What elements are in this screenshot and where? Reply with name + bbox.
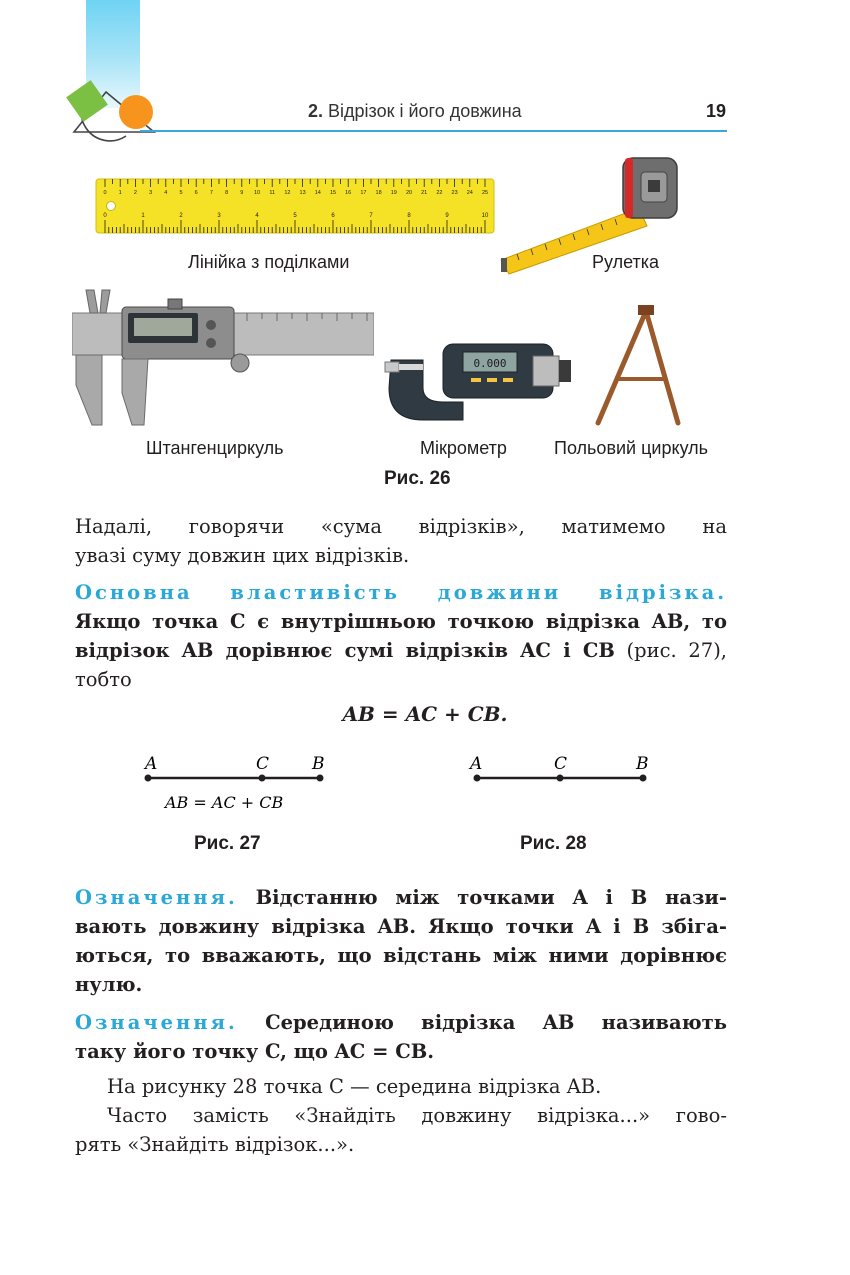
ruler-top-mark: 25 bbox=[481, 190, 489, 196]
caption-caliper: Штангенциркуль bbox=[146, 438, 284, 458]
figure-27-equation: AB = AC + CB bbox=[165, 793, 284, 812]
paragraph-note-line2: рять «Знайдіть відрізок...». bbox=[75, 1133, 355, 1156]
label-c: C bbox=[256, 754, 270, 774]
ruler-bottom-mark: 1 bbox=[141, 213, 145, 219]
definition-distance-line2: вають довжину відрізка AB. Якщо точки A і B збіга- bbox=[75, 915, 727, 938]
property-line1: Якщо точка C є внутрішньою точкою відрізка AB, то bbox=[75, 610, 727, 633]
ruler-top-mark: 9 bbox=[240, 190, 244, 196]
header-rule bbox=[140, 130, 727, 132]
ruler-image bbox=[95, 178, 495, 234]
ruler-top-mark: 10 bbox=[253, 190, 261, 196]
point-a bbox=[145, 775, 152, 782]
ruler-top-mark: 13 bbox=[299, 190, 306, 196]
header-logo-icon bbox=[66, 80, 166, 142]
page-number: 19 bbox=[706, 101, 727, 121]
ruler-top-mark: 8 bbox=[225, 190, 229, 196]
property-line3: тобто bbox=[75, 668, 132, 691]
field-compass-image bbox=[590, 305, 690, 430]
ruler-top-mark: 14 bbox=[314, 190, 321, 196]
ruler-bottom-mark: 6 bbox=[331, 213, 335, 219]
ruler-top-mark: 17 bbox=[360, 190, 367, 196]
label-c: C bbox=[554, 754, 568, 774]
point-c bbox=[557, 775, 564, 782]
point-a bbox=[474, 775, 481, 782]
label-a: A bbox=[470, 754, 483, 774]
label-b: B bbox=[636, 754, 649, 774]
property-line2: відрізок AB дорівнює сумі відрізків AC і CB (рис. 27), bbox=[75, 639, 727, 662]
ruler-top-mark: 23 bbox=[451, 190, 458, 196]
paragraph-sum-line2: увазі суму довжин цих відрізків. bbox=[75, 544, 410, 567]
caliper-image bbox=[72, 285, 374, 430]
ruler-top-mark: 11 bbox=[269, 190, 276, 196]
ruler-bottom-mark: 8 bbox=[407, 213, 411, 219]
definition-distance-line4: нулю. bbox=[75, 973, 143, 996]
point-c bbox=[259, 775, 266, 782]
ruler-top-mark: 24 bbox=[466, 190, 473, 196]
caption-ruler: Лінійка з поділками bbox=[188, 252, 350, 272]
caption-field-compass: Польовий циркуль bbox=[554, 438, 709, 458]
ruler-bottom-mark: 2 bbox=[179, 213, 183, 219]
ruler-bottom-mark: 9 bbox=[445, 213, 449, 219]
ruler-top-mark: 1 bbox=[118, 190, 122, 196]
ruler-top-mark: 6 bbox=[194, 190, 198, 196]
ruler-bottom-mark: 7 bbox=[369, 213, 373, 219]
paragraph-note-line1: Часто замість «Знайдіть довжину відрізка...» гово- bbox=[107, 1104, 727, 1127]
paragraph-midpoint: На рисунку 28 точка C — середина відрізка AB. bbox=[107, 1075, 602, 1098]
definition-distance-line1: Означення. Відстанню між точками A і B нази- bbox=[75, 886, 727, 909]
label-a: A bbox=[145, 754, 158, 774]
ruler-bottom-mark: 10 bbox=[481, 213, 489, 219]
point-b bbox=[640, 775, 647, 782]
figure-27-caption: Рис. 27 bbox=[194, 833, 261, 854]
section-title: 2. Відрізок і його довжина bbox=[308, 101, 522, 121]
figure-28-segment bbox=[465, 750, 665, 790]
ruler-top-mark: 2 bbox=[133, 190, 137, 196]
definition-midpoint-line2: таку його точку C, що AC = CB. bbox=[75, 1040, 435, 1063]
caption-tape: Рулетка bbox=[592, 252, 660, 272]
ruler-top-mark: 15 bbox=[329, 190, 337, 196]
ruler-top-mark: 19 bbox=[390, 190, 397, 196]
ruler-bottom-mark: 3 bbox=[217, 213, 221, 219]
figure-26-caption: Рис. 26 bbox=[384, 468, 451, 489]
ruler-top-mark: 4 bbox=[164, 190, 168, 196]
formula-ab-sum: AB = AC + CB. bbox=[342, 702, 508, 726]
definition-distance-line3: ються, то вважають, що відстань між ними дорівнює bbox=[75, 944, 727, 967]
figure-27-segment bbox=[140, 750, 340, 820]
ruler-bottom-mark: 0 bbox=[103, 213, 107, 219]
ruler-top-mark: 21 bbox=[421, 190, 428, 196]
micrometer-display: 0.000 bbox=[473, 357, 507, 370]
ruler-top-mark: 20 bbox=[405, 190, 413, 196]
definition-midpoint-line1: Означення. Серединою відрізка AB називають bbox=[75, 1011, 727, 1034]
label-b: B bbox=[312, 754, 325, 774]
caption-micrometer: Мікрометр bbox=[420, 438, 507, 458]
ruler-top-mark: 16 bbox=[345, 190, 352, 196]
ruler-bottom-mark: 5 bbox=[293, 213, 297, 219]
ruler-bottom-mark: 4 bbox=[255, 213, 259, 219]
micrometer-image bbox=[383, 338, 573, 428]
ruler-top-mark: 22 bbox=[436, 190, 443, 196]
ruler-top-mark: 7 bbox=[209, 190, 213, 196]
ruler-top-mark: 5 bbox=[179, 190, 183, 196]
paragraph-sum-line1: Надалі, говорячи «сума відрізків», матимемо на bbox=[75, 515, 727, 538]
ruler-top-mark: 12 bbox=[284, 190, 291, 196]
property-title: Основна властивість довжини відрізка. bbox=[75, 581, 727, 604]
ruler-top-mark: 18 bbox=[375, 190, 382, 196]
ruler-top-mark: 3 bbox=[149, 190, 153, 196]
ruler-top-mark: 0 bbox=[103, 190, 107, 196]
figure-28-caption: Рис. 28 bbox=[520, 833, 587, 854]
point-b bbox=[317, 775, 324, 782]
